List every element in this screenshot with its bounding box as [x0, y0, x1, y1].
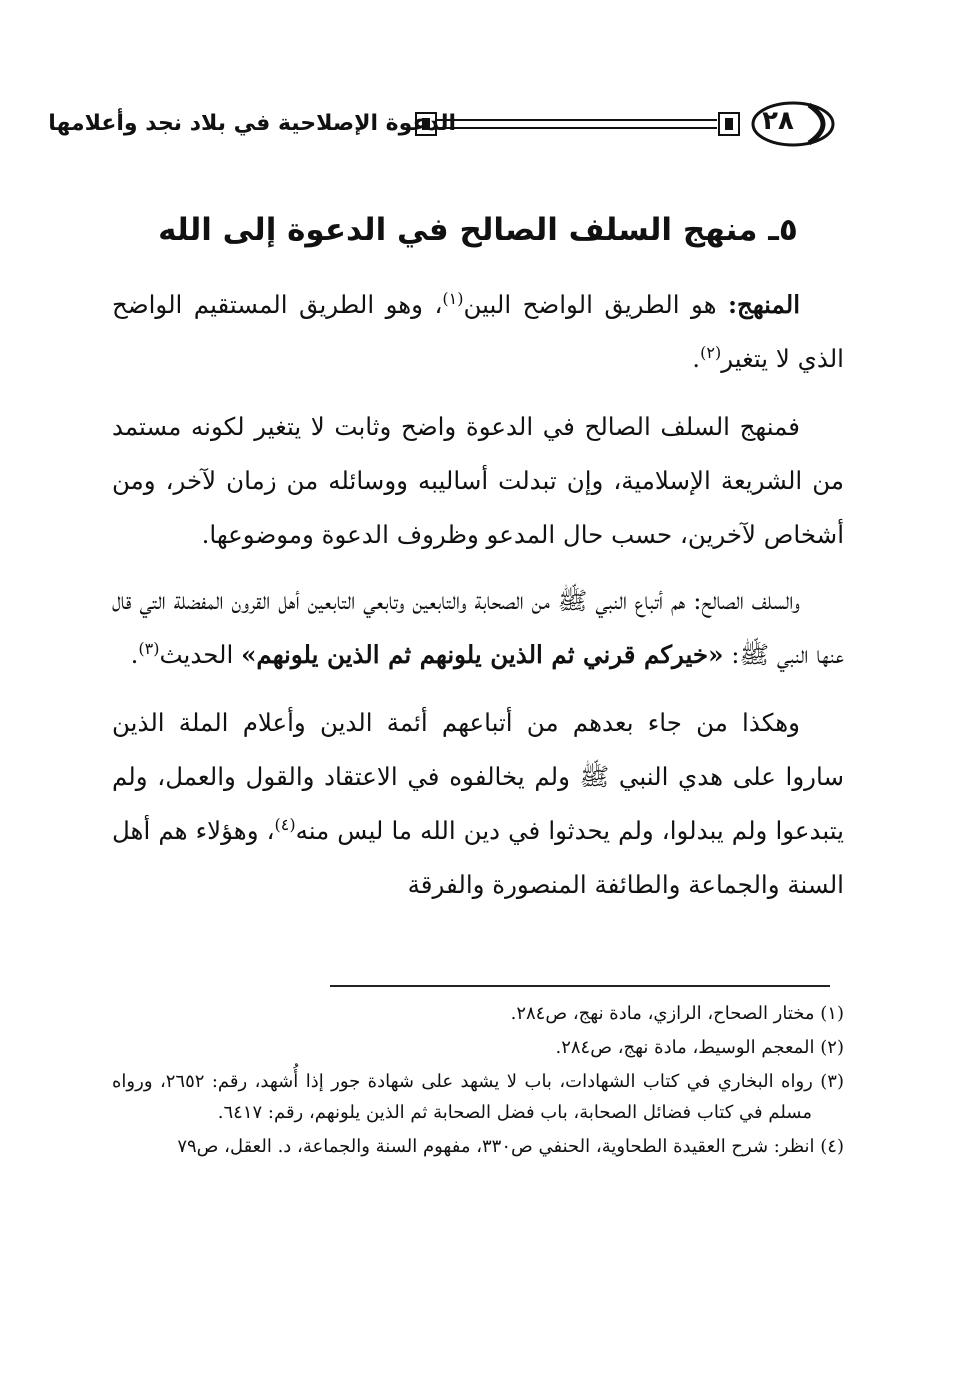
main-text: [112, 278, 844, 912]
footnote-ref-4[interactable]: (٤): [274, 814, 296, 834]
definition-text-b: ، وهو الطريق المستقيم الواضح الذي لا يتغير: [112, 290, 844, 373]
followers-text-a: وهكذا من جاء بعدهم من أتباعهم أئمة الدين وأعلام الملة الذين ساروا على هدي النبي ﷺ ولم يخالفوه في الاعتقاد والقول والعمل، ولم يتبدعوا ولم يبدلوا، ولم يحدثوا في دين الله ما ليس منه: [112, 708, 844, 845]
footnote-divider: [330, 985, 830, 987]
footnotes: [112, 998, 844, 1165]
paragraph-methodology: فمنهج السلف الصالح في الدعوة واضح وثابت لا يتغير لكونه مستمد من الشريعة الإسلامية، وإن تبدلت أساليبه ووسائله من زمان لآخر، ومن أشخاص لآخرين، حسب حال المدعو وظروف الدعوة وموضوعها.: [112, 412, 844, 549]
definition-text-a: هو الطريق الواضح البين: [463, 290, 717, 319]
footnote: (١) مختار الصحاح، الرازي، مادة نهج، ص٢٨٤.: [510, 1003, 844, 1024]
definition-end: .: [692, 344, 701, 373]
footnote: (٣) رواه البخاري في كتاب الشهادات، باب لا يشهد على شهادة جور إذا أُشهد، رقم: ٢٦٥٢، ورواه مسلم في كتاب فضائل الصحابة، باب فضل الصحابة ثم الذين يلونهم، رقم: ٦٤١٧.: [112, 1071, 844, 1123]
page-number: ٢٨: [762, 106, 794, 136]
footnote: (٤) انظر: شرح العقيدة الطحاوية، الحنفي ص٣٣٠، مفهوم السنة والجماعة، د. العقل، ص٧٩: [177, 1136, 844, 1157]
salaf-text: والسلف الصالح: هم أتباع النبي ﷺ من الصحابة والتابعين وتابعي التابعين أهل القرون المفضلة التي قال عنها النبي ﷺ:: [112, 586, 844, 669]
footnote-ref-3[interactable]: (٣): [138, 638, 160, 658]
footnote-ref-2[interactable]: (٢): [700, 342, 722, 362]
term-label: المنهج:: [728, 290, 800, 319]
section-heading: ٥ـ منهج السلف الصالح في الدعوة إلى الله: [158, 212, 798, 248]
hadith-quote: «خيركم قرني ثم الذين يلونهم ثم الذين يلونهم»: [241, 640, 724, 669]
footnote: (٢) المعجم الوسيط، مادة نهج، ص٢٨٤.: [555, 1037, 844, 1058]
hadith-label: الحديث: [159, 640, 234, 669]
running-header-title: الدعوة الإصلاحية في بلاد نجد وأعلامها: [48, 111, 456, 136]
salaf-end: .: [130, 640, 139, 669]
paragraph-definition: [112, 278, 844, 386]
followers-text-b: ، وهؤلاء هم أهل السنة والجماعة والطائفة المنصورة والفرقة: [112, 816, 844, 899]
paragraph-salaf: [112, 574, 844, 682]
paragraph-followers: [112, 696, 844, 912]
footnote-ref-1[interactable]: (١): [442, 288, 464, 308]
